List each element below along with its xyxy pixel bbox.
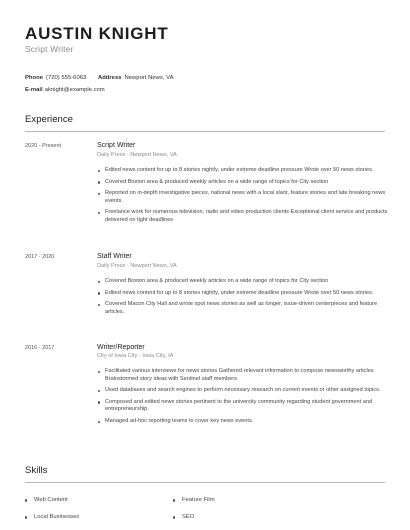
job-2-bullets xyxy=(98,278,390,316)
phone-label: Phone xyxy=(25,75,43,81)
list-item: Edited news content for up to 8 stories nightly, under extreme deadline pressure Wrote over 50 news stories. xyxy=(98,167,390,175)
job-2-company: Daily Press - Newport News, VA xyxy=(97,263,177,269)
list-item: Covered Boston area & produced weekly articles on a wide range of topics for City section xyxy=(98,179,390,187)
job-3-dates: 2016 - 2017 xyxy=(25,345,55,351)
address-label: Address xyxy=(97,75,122,81)
email-value: aknight@example.com xyxy=(44,87,105,93)
job-3-title: Writer/Reporter xyxy=(97,344,145,351)
experience-heading: Experience xyxy=(25,114,73,125)
email-label: E-mail xyxy=(25,87,43,93)
skills-divider xyxy=(25,482,385,483)
skill-item: Web Content xyxy=(25,497,68,503)
job-1-title: Script Writer xyxy=(97,142,136,149)
job-1-company: Daily Press - Newport News, VA xyxy=(97,152,177,158)
job-1-dates: 2020 - Present xyxy=(25,143,62,149)
candidate-name: AUSTIN KNIGHT xyxy=(25,24,169,43)
job-3-company: City of Iowa City - Iowa City, IA xyxy=(97,353,174,359)
job-2-title: Staff Writer xyxy=(97,253,132,260)
list-item: Edited news content for up to 8 stories nightly, under extreme deadline pressure Wrote over 50 news stories. xyxy=(98,290,390,298)
list-item: Freelance work for numerous television, radio and video production clients Exceptional client service and products delivered on tight deadlines xyxy=(98,209,390,224)
candidate-title: Script Writer xyxy=(25,44,74,54)
address-value: Newport News, VA xyxy=(124,75,174,81)
list-item: Covered Boston area & produced weekly articles on a wide range of topics for City section xyxy=(98,278,390,286)
job-3-bullets xyxy=(98,368,390,426)
job-1-bullets xyxy=(98,167,390,225)
contact-row-2 xyxy=(25,87,105,93)
skill-item: Feature Film xyxy=(173,497,215,503)
skills-heading: Skills xyxy=(25,465,48,476)
list-item: Managed ad-hoc reporting teams to cover key news events. xyxy=(98,418,390,426)
skill-item: Local Businesses xyxy=(25,514,79,520)
experience-divider xyxy=(25,131,385,132)
list-item: Composed and edited news stories pertinent to the university community regarding student government and entrepreneurship. xyxy=(98,399,390,414)
list-item: Reported on in-depth investigative pieces, national news with a local slant, feature stories and late breaking news events. xyxy=(98,190,390,205)
list-item: Covered Macon City Hall and wrote spot news stories as well as longer, issue-driven centerpieces and feature articles. xyxy=(98,301,390,316)
job-2-dates: 2017 - 2020 xyxy=(25,254,55,260)
contact-row-1 xyxy=(25,75,174,81)
skill-item: SEO xyxy=(173,514,194,520)
phone-value: (720) 555-6063 xyxy=(46,75,87,81)
list-item: Facilitated various interviews for news stories Gathered relevant information to compose newsworthy articles Brainstormed story ideas with Sentinel staff members xyxy=(98,368,390,383)
list-item: Used databases and search engines to perform necessary research on current events or other assigned topics. xyxy=(98,387,390,395)
